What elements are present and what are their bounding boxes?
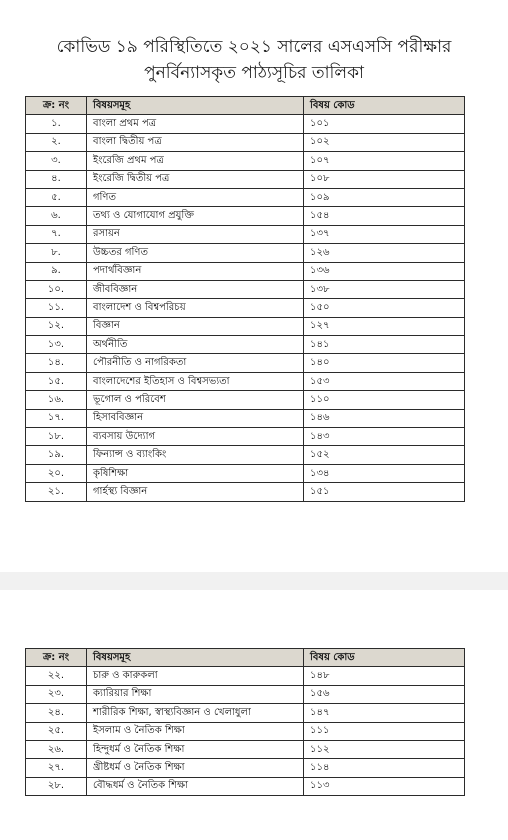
subject-cell: হিন্দুধর্ম ও নৈতিক শিক্ষা bbox=[87, 740, 304, 758]
syllabus-table-part-1 bbox=[25, 96, 465, 502]
serial-cell: ২৮. bbox=[26, 777, 87, 795]
table-row bbox=[26, 170, 465, 188]
serial-cell: ১৭. bbox=[26, 409, 87, 427]
subject-cell: পৌরনীতি ও নাগরিকতা bbox=[87, 354, 304, 372]
table-header-row bbox=[26, 649, 465, 667]
code-cell: ১৫৪ bbox=[304, 207, 465, 225]
table-row bbox=[26, 685, 465, 703]
subject-cell: বাংলা দ্বিতীয় পত্র bbox=[87, 133, 304, 151]
table-row bbox=[26, 152, 465, 170]
code-header: বিষয় কোড bbox=[304, 97, 465, 115]
table-row bbox=[26, 244, 465, 262]
code-cell: ১৫১ bbox=[304, 483, 465, 501]
code-cell: ১২৬ bbox=[304, 244, 465, 262]
serial-cell: ২৪. bbox=[26, 704, 87, 722]
serial-cell: ৫. bbox=[26, 188, 87, 206]
subject-cell: ভূগোল ও পরিবেশ bbox=[87, 391, 304, 409]
code-cell: ১১১ bbox=[304, 722, 465, 740]
table-row bbox=[26, 740, 465, 758]
table-row bbox=[26, 446, 465, 464]
table-row bbox=[26, 391, 465, 409]
subject-cell: বিজ্ঞান bbox=[87, 317, 304, 335]
code-cell: ১১০ bbox=[304, 391, 465, 409]
subject-cell: বাংলা প্রথম পত্র bbox=[87, 115, 304, 133]
table-row bbox=[26, 336, 465, 354]
table-row bbox=[26, 280, 465, 298]
code-cell: ১৫৬ bbox=[304, 685, 465, 703]
code-cell: ১০১ bbox=[304, 115, 465, 133]
subject-header: বিষয়সমূহ bbox=[87, 97, 304, 115]
subject-cell: ইংরেজি দ্বিতীয় পত্র bbox=[87, 170, 304, 188]
code-cell: ১৪০ bbox=[304, 354, 465, 372]
subject-cell: ইসলাম ও নৈতিক শিক্ষা bbox=[87, 722, 304, 740]
table-row bbox=[26, 428, 465, 446]
table-row bbox=[26, 409, 465, 427]
code-cell: ১২৭ bbox=[304, 317, 465, 335]
serial-cell: ২৬. bbox=[26, 740, 87, 758]
code-cell: ১০২ bbox=[304, 133, 465, 151]
code-cell: ১৪১ bbox=[304, 336, 465, 354]
serial-cell: ৩. bbox=[26, 152, 87, 170]
serial-cell: ১৮. bbox=[26, 428, 87, 446]
subject-cell: হিসাববিজ্ঞান bbox=[87, 409, 304, 427]
code-cell: ১১৪ bbox=[304, 759, 465, 777]
code-cell: ১৩৪ bbox=[304, 464, 465, 482]
subject-cell: ইংরেজি প্রথম পত্র bbox=[87, 152, 304, 170]
document-title-line-1: কোভিড ১৯ পরিস্থিতিতে ২০২১ সালের এসএসসি পরীক্ষার bbox=[56, 37, 452, 57]
table-row bbox=[26, 299, 465, 317]
table-row bbox=[26, 262, 465, 280]
serial-cell: ১৪. bbox=[26, 354, 87, 372]
serial-cell: ১২. bbox=[26, 317, 87, 335]
serial-cell: ৮. bbox=[26, 244, 87, 262]
serial-cell: ২১. bbox=[26, 483, 87, 501]
serial-header: ক্র: নং bbox=[26, 649, 87, 667]
subject-cell: তথ্য ও যোগাযোগ প্রযুক্তি bbox=[87, 207, 304, 225]
subject-cell: জীববিজ্ঞান bbox=[87, 280, 304, 298]
serial-cell: ১১. bbox=[26, 299, 87, 317]
table-row bbox=[26, 667, 465, 685]
code-cell: ১৪৬ bbox=[304, 409, 465, 427]
serial-cell: ৪. bbox=[26, 170, 87, 188]
table-row bbox=[26, 704, 465, 722]
serial-cell: ১৩. bbox=[26, 336, 87, 354]
serial-cell: ২০. bbox=[26, 464, 87, 482]
subject-header: বিষয়সমূহ bbox=[87, 649, 304, 667]
subject-cell: রসায়ন bbox=[87, 225, 304, 243]
code-cell: ১৪৮ bbox=[304, 667, 465, 685]
code-cell: ১১২ bbox=[304, 740, 465, 758]
subject-cell: খ্রীষ্টধর্ম ও নৈতিক শিক্ষা bbox=[87, 759, 304, 777]
code-cell: ১১৩ bbox=[304, 777, 465, 795]
serial-cell: ১৯. bbox=[26, 446, 87, 464]
subject-cell: ফিন্যান্স ও ব্যাংকিং bbox=[87, 446, 304, 464]
code-cell: ১৫২ bbox=[304, 446, 465, 464]
subject-cell: ক্যারিয়ার শিক্ষা bbox=[87, 685, 304, 703]
table-row bbox=[26, 483, 465, 501]
table-row bbox=[26, 464, 465, 482]
document-page-2 bbox=[0, 590, 508, 840]
code-cell: ১৫০ bbox=[304, 299, 465, 317]
serial-cell: ৯. bbox=[26, 262, 87, 280]
table-row bbox=[26, 372, 465, 390]
subject-cell: গার্হস্থ্য বিজ্ঞান bbox=[87, 483, 304, 501]
subject-cell: বাংলাদেশের ইতিহাস ও বিশ্বসভ্যতা bbox=[87, 372, 304, 390]
table-row bbox=[26, 354, 465, 372]
table-row bbox=[26, 133, 465, 151]
serial-cell: ১৫. bbox=[26, 372, 87, 390]
serial-header: ক্র: নং bbox=[26, 97, 87, 115]
subject-cell: শারীরিক শিক্ষা, স্বাস্থ্যবিজ্ঞান ও খেলাধুলা bbox=[87, 704, 304, 722]
code-cell: ১৪৭ bbox=[304, 704, 465, 722]
serial-cell: ১০. bbox=[26, 280, 87, 298]
subject-cell: বৌদ্ধধর্ম ও নৈতিক শিক্ষা bbox=[87, 777, 304, 795]
code-cell: ১০৭ bbox=[304, 152, 465, 170]
table-row bbox=[26, 225, 465, 243]
code-cell: ১৫৩ bbox=[304, 372, 465, 390]
serial-cell: ২৩. bbox=[26, 685, 87, 703]
serial-cell: ২২. bbox=[26, 667, 87, 685]
code-cell: ১০৯ bbox=[304, 188, 465, 206]
serial-cell: ৬. bbox=[26, 207, 87, 225]
serial-cell: ১৬. bbox=[26, 391, 87, 409]
table-header-row bbox=[26, 97, 465, 115]
table-row bbox=[26, 722, 465, 740]
table-row bbox=[26, 759, 465, 777]
code-cell: ১৪৩ bbox=[304, 428, 465, 446]
table-row bbox=[26, 207, 465, 225]
subject-cell: ব্যবসায় উদ্যোগ bbox=[87, 428, 304, 446]
subject-cell: পদার্থবিজ্ঞান bbox=[87, 262, 304, 280]
serial-cell: ২৫. bbox=[26, 722, 87, 740]
code-cell: ১০৮ bbox=[304, 170, 465, 188]
serial-cell: ২৭. bbox=[26, 759, 87, 777]
code-cell: ১৩৬ bbox=[304, 262, 465, 280]
subject-cell: বাংলাদেশ ও বিশ্বপরিচয় bbox=[87, 299, 304, 317]
subject-cell: অর্থনীতি bbox=[87, 336, 304, 354]
syllabus-table-part-2 bbox=[25, 648, 465, 796]
table-row bbox=[26, 188, 465, 206]
code-cell: ১৩৭ bbox=[304, 225, 465, 243]
code-header: বিষয় কোড bbox=[304, 649, 465, 667]
table-row bbox=[26, 777, 465, 795]
subject-cell: গণিত bbox=[87, 188, 304, 206]
subject-cell: চারু ও কারুকলা bbox=[87, 667, 304, 685]
table-row bbox=[26, 115, 465, 133]
serial-cell: ১. bbox=[26, 115, 87, 133]
serial-cell: ৭. bbox=[26, 225, 87, 243]
table-row bbox=[26, 317, 465, 335]
code-cell: ১৩৮ bbox=[304, 280, 465, 298]
serial-cell: ২. bbox=[26, 133, 87, 151]
subject-cell: উচ্চতর গণিত bbox=[87, 244, 304, 262]
subject-cell: কৃষিশিক্ষা bbox=[87, 464, 304, 482]
document-title-line-2: পুনর্বিন্যাসকৃত পাঠ্যসূচির তালিকা bbox=[144, 63, 364, 83]
